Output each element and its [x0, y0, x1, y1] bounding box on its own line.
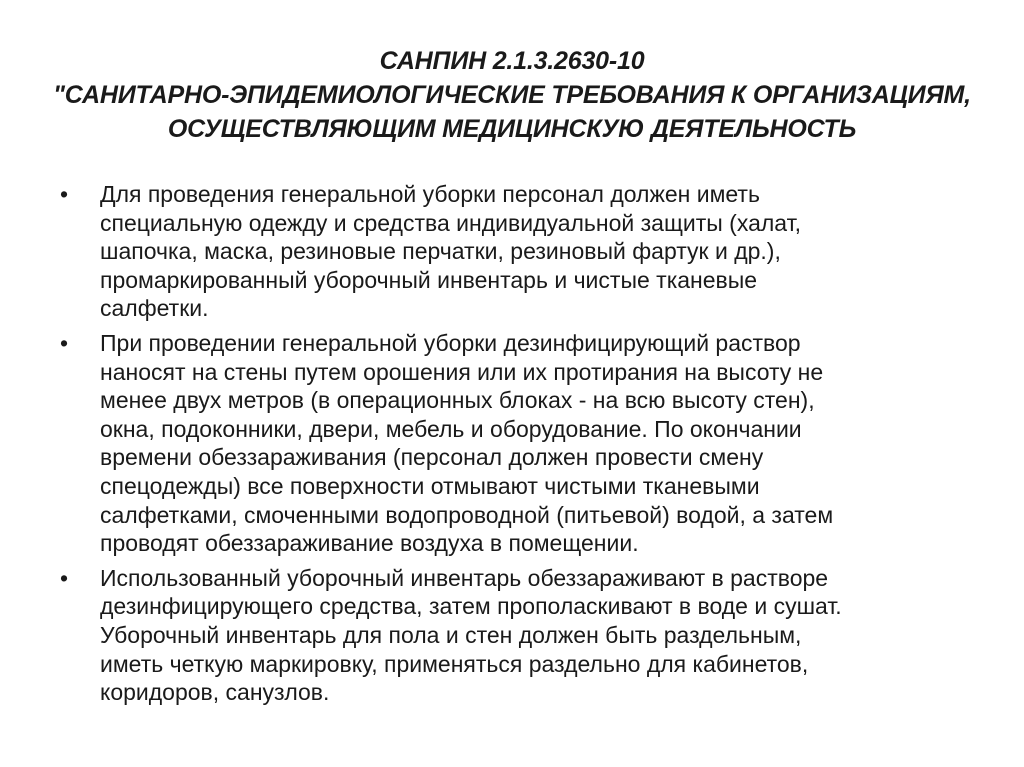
- bullet-line: салфетками, смоченными водопроводной (питьевой) водой, а затем: [100, 501, 834, 528]
- bullet-icon: •: [60, 181, 69, 207]
- bullet-line: иметь четкую маркировку, применяться раздельно для кабинетов,: [100, 650, 809, 677]
- bullet-text: [100, 180, 960, 323]
- bullet-line: проводят обеззараживание воздуха в помещении.: [100, 530, 639, 557]
- bullet-line: Уборочный инвентарь для пола и стен должен быть раздельным,: [100, 621, 802, 648]
- bullet-item: [60, 329, 960, 558]
- bullet-text: [100, 564, 960, 707]
- bullet-text: [100, 329, 960, 558]
- bullet-line: Для проведения генеральной уборки персонал должен иметь: [100, 181, 760, 207]
- title-line: ОСУЩЕСТВЛЯЮЩИМ МЕДИЦИНСКУЮ ДЕЯТЕЛЬНОСТЬ: [167, 115, 857, 143]
- slide-title: [40, 44, 984, 146]
- bullet-line: окна, подоконники, двери, мебель и оборудование. По окончании: [100, 415, 802, 442]
- bullet-line: При проведении генеральной уборки дезинфицирующий раствор: [100, 329, 801, 356]
- bullet-line: Использованный уборочный инвентарь обеззараживают в растворе: [100, 564, 829, 591]
- bullet-line: времени обеззараживания (персонал должен провести смену: [100, 444, 764, 471]
- bullet-line: салфетки.: [100, 295, 209, 322]
- bullet-line: менее двух метров (в операционных блоках - на всю высоту стен),: [100, 387, 815, 414]
- bullet-item: [60, 564, 960, 707]
- bullet-line: дезинфицирующего средства, затем прополаскивают в воде и сушат.: [100, 593, 842, 620]
- bullet-line: специальную одежду и средства индивидуальной защиты (халат,: [100, 209, 801, 236]
- bullet-line: коридоров, санузлов.: [100, 679, 330, 706]
- bullet-line: наносят на стены путем орошения или их протирания на высоту не: [100, 358, 824, 385]
- title-line: САНПИН 2.1.3.2630-10: [379, 47, 645, 75]
- bullet-line: спецодежды) все поверхности отмывают чистыми тканевыми: [100, 472, 760, 499]
- bullet-line: промаркированный уборочный инвентарь и чистые тканевые: [100, 266, 758, 293]
- bullet-icon: •: [60, 329, 69, 356]
- title-line: "САНИТАРНО-ЭПИДЕМИОЛОГИЧЕСКИЕ ТРЕБОВАНИЯ К ОРГАНИЗАЦИЯМ,: [53, 81, 971, 109]
- bullet-item: [60, 180, 960, 323]
- bullet-list: [60, 180, 960, 713]
- bullet-icon: •: [60, 564, 69, 591]
- bullet-line: шапочка, маска, резиновые перчатки, резиновый фартук и др.),: [100, 238, 781, 265]
